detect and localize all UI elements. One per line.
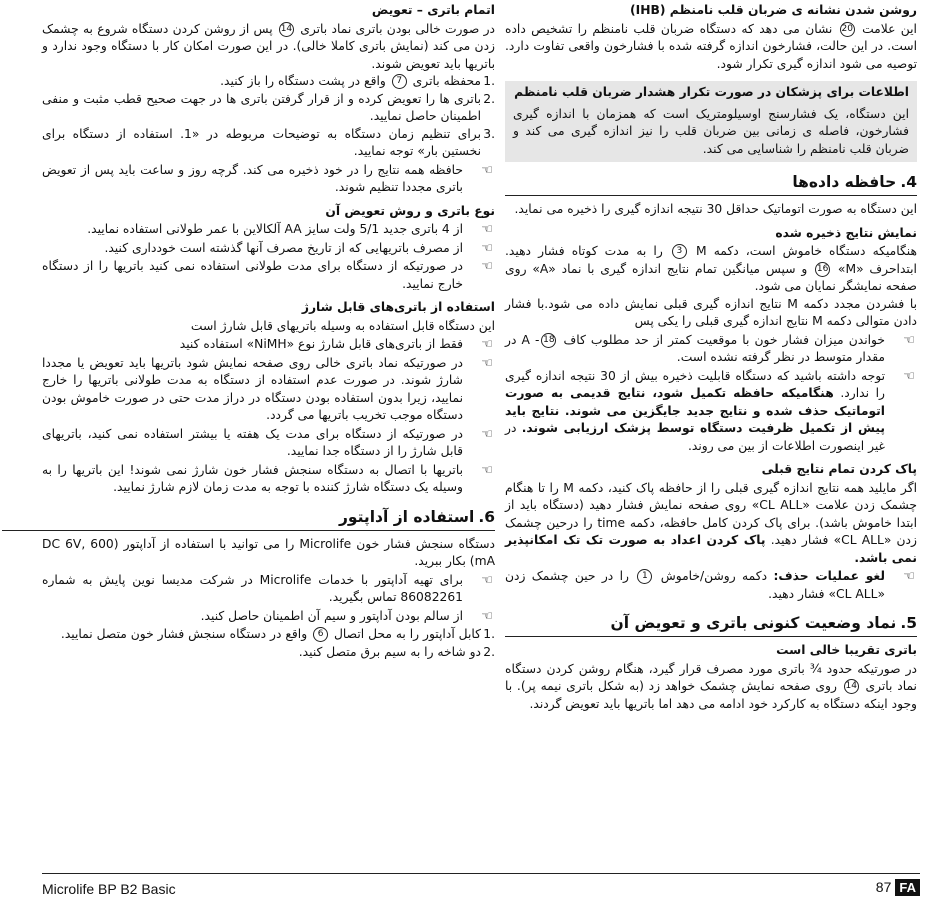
note: ☜ در صورتیکه از دستگاه برای مدت یک هفته یا بیشتر استفاده نمی کنید، باتریهای قابل شارژ را از دستگاه جدا نمایید. xyxy=(42,426,493,458)
note: ☜ از 4 باتری جدید 5/1 ولت سایز AA آلکالاین با عمر طولانی استفاده نمایید. xyxy=(87,222,493,237)
note: ☜ خواندن میزان فشار خون با موقعیت کمتر از حد مطلوب کاف 18- A در مقدار متوسط در نظر گرفته نشده است. xyxy=(505,332,915,364)
pointing-hand-icon: ☜ xyxy=(481,222,493,237)
callout-7: 7 xyxy=(392,74,407,89)
adapter-intro: دستگاه سنجش فشار خون Microlife را می توانید با استفاده از آداپتور (DC 6V, 600 mA) بکار ببرید. xyxy=(42,536,495,568)
callout-3: 3 xyxy=(672,244,687,259)
language-badge: FA xyxy=(895,879,920,896)
list-item: .2 باتری ها را تعویض کرده و از قرار گرفتن باتری ها در جهت صحیح قطب مثبت و منفی اطمینان حاصل نمایید. xyxy=(42,91,495,123)
callout-16: 16 xyxy=(815,262,830,277)
right-column xyxy=(505,2,917,713)
note: ☜ حافظه همه نتایج را در خود ذخیره می کند. گرچه روز و ساعت باید پس از تعویض باتری مجددا تنظیم شوند. xyxy=(42,162,493,194)
list-item: .2 دو شاخه را به سیم برق متصل کنید. xyxy=(298,644,495,659)
physician-info-box xyxy=(505,81,917,162)
note: ☜ در صورتیکه از دستگاه برای مدت طولانی استفاده نمی کنید باتریها را از دستگاه خارج نمایید. xyxy=(42,259,493,291)
page-footer xyxy=(42,873,920,897)
note: ☜ فقط از باتری‌های قابل شارژ نوع «NiMH» استفاده کنید xyxy=(179,337,493,352)
physician-info-text: این دستگاه، یک فشارسنج اوسیلومتریک است که همزمان با اندازه گیری فشارخون، فاصله ی زمانی بین ضربان قلب را نیز اندازه گیری می کند و ضربان قلب نامنظم را شناسایی می کند. xyxy=(513,106,909,156)
list-item: .1 محفظه باتری 7 واقع در پشت دستگاه را باز کنید. xyxy=(220,74,495,88)
left-column xyxy=(42,2,495,661)
page-number: 87 xyxy=(875,879,892,895)
note: ☜ توجه داشته باشید که دستگاه قابلیت ذخیره بیش از 30 نتیجه اندازه گیری را ندارد. هنگامیکه حافظه تکمیل شود، نتایج قدیمی به صورت اتوماتیک حذف شده و نتایج جدید جایگزین می شوند. نتایج باید پیش از تکمیل ظرفیت دستگاه توسط پزشک ارزیابی شوند. در غیر اینصورت اطلاعات از بین می روند. xyxy=(505,368,915,453)
callout-1: 1 xyxy=(637,569,652,584)
ihb-heading: روشن شدن نشانه ی ضربان قلب نامنظم (IHB) xyxy=(630,3,917,17)
pointing-hand-icon: ☜ xyxy=(481,462,493,478)
callout-14: 14 xyxy=(279,22,294,37)
memory-intro: این دستگاه به صورت اتوماتیک حداقل 30 نتیجه اندازه گیری را ذخیره می نماید. xyxy=(514,202,917,216)
battery-replace-intro: در صورت خالی بودن باتری نماد باتری 14 پس از روشن کردن دستگاه شروع به چشمک زدن می کند (نمایش باتری کاملا خالی). در این صورت امکان کار با دستگاه وجود ندارد و باتریها باید تعویض شوند. xyxy=(42,21,495,71)
battery-type-heading: نوع باتری و روش تعویض آن xyxy=(325,203,495,218)
note: ☜ از سالم بودن آداپتور و سیم آن اطمینان حاصل کنید. xyxy=(200,608,493,624)
list-item: .1 کابل آداپتور را به محل اتصال 6 واقع در دستگاه سنجش فشار خون متصل نمایید. xyxy=(60,627,495,641)
callout-6: 6 xyxy=(313,627,328,642)
list-item: .3 برای تنظیم زمان دستگاه به توضیحات مربوطه در «1. استفاده از دستگاه برای نخستین بار» توجه نمایید. xyxy=(42,126,495,158)
show-results-p1: هنگامیکه دستگاه خاموش است، دکمه M 3 را به مدت کوتاه فشار دهید. ابتداحرف «M» 16 و سپس میانگین تمام نتایج اندازه گیری با نماد «A» روی صفحه نمایشگر نمایان می شود. xyxy=(505,244,917,293)
pointing-hand-icon: ☜ xyxy=(481,608,493,624)
note: ☜ در صورتیکه نماد باتری خالی روی صفحه نمایش شود باتریها باید تعویض یا مجددا شارژ شوند. در صورت عدم استفاده از دستگاه به مدت طولانی باتریها را خارج نمایید، زیرا بدون استفاده بودن دستگاه در دراز مدت حتی در صورت خاموش بودن دستگاه موجب تخریب باتریها می گردد. xyxy=(42,355,493,422)
callout-18: 18 xyxy=(541,333,556,348)
footer-page-info xyxy=(876,879,920,896)
pointing-hand-icon: ☜ xyxy=(481,162,493,178)
pointing-hand-icon: ☜ xyxy=(481,572,493,588)
pointing-hand-icon: ☜ xyxy=(903,368,915,384)
pointing-hand-icon: ☜ xyxy=(481,426,493,442)
note: ☜ برای تهیه آداپتور با خدمات Microlife در شرکت مدیسا نوین پایش به شماره 86082261 تماس بگیرید. xyxy=(42,572,493,604)
clear-results-heading: پاک کردن تمام نتایج قبلی xyxy=(761,462,917,476)
physician-info-title: اطلاعات برای پزشکان در صورت تکرار هشدار ضربان قلب نامنظم xyxy=(514,85,909,99)
adapter-steps xyxy=(42,626,495,661)
pointing-hand-icon: ☜ xyxy=(903,569,915,584)
note: ☜ لغو عملیات حذف: دکمه روشن/خاموش 1 را در حین چشمک زدن «CL ALL» فشار دهید. xyxy=(505,569,915,601)
rechargeable-heading: استفاده از باتری‌های قابل شارژ xyxy=(301,300,495,314)
ihb-text: این علامت 20 نشان می دهد که دستگاه ضربان قلب نامنظم را تشخیص داده است. در این حالت، فشارخون اندازه گرفته شده با فشارخون واقعی تفاوت دارد. توصیه می شود اندازه گیری تکرار شود. xyxy=(505,21,917,71)
pointing-hand-icon: ☜ xyxy=(903,332,915,348)
section-6-heading: 6.استفاده از آداپتور xyxy=(2,507,495,531)
pointing-hand-icon: ☜ xyxy=(481,259,493,274)
battery-low-text: در صورتیکه حدود ¾ باتری مورد مصرف قرار گیرد، هنگام روشن کردن دستگاه نماد باتری 14 روی صفحه نمایش چشمک خواهد زد (به شکل باتری نیمه پر). با وجود اینکه دستگاه به کارکرد خود ادامه می دهد اما باتریها باید تعویض گردند. xyxy=(505,661,917,711)
section-4-heading: 4.حافظه داده‌ها xyxy=(505,172,917,196)
battery-low-heading: باتری تقریبا خالی است xyxy=(776,643,917,657)
show-results-heading: نمایش نتایج ذخیره شده xyxy=(775,225,917,240)
pointing-hand-icon: ☜ xyxy=(481,355,493,371)
note: ☜ از مصرف باتریهایی که از تاریخ مصرف آنها گذشته است خودداری کنید. xyxy=(104,240,493,256)
pointing-hand-icon: ☜ xyxy=(481,240,493,256)
rechargeable-intro: این دستگاه قابل استفاده به وسیله باتریهای قابل شارژ است xyxy=(190,318,495,333)
section-5-heading: 5.نماد وضعیت کنونی باتری و تعویض آن xyxy=(505,613,917,637)
clear-results-text: اگر مایلید همه نتایج اندازه گیری قبلی را از حافظه پاک کنید، دکمه M را تا هنگام چشمک زدن علامت «CL ALL» روی صفحه نمایش فشار دهید (دستگاه باید از ابتدا خاموش باشد). برای پاک کردن کامل حافظه، دکمه time را درحین چشمک زدن «CL ALL» فشار دهید. پاک کردن اعداد به صورت تک تک امکانپذیر نمی باشد. xyxy=(505,480,918,565)
footer-model: Microlife BP B2 Basic xyxy=(42,881,176,897)
note: ☜ باتریها با اتصال به دستگاه سنجش فشار خون شارژ نمی شوند! این باتریها را به وسیله یک دستگاه شارژ کننده با توجه به مدت زمان لازم شارژ نمایید. xyxy=(42,462,493,494)
callout-14: 14 xyxy=(844,679,859,694)
pointing-hand-icon: ☜ xyxy=(481,337,493,352)
replace-steps xyxy=(42,73,495,161)
show-results-p2: با فشردن مجدد دکمه M نتایج اندازه گیری قبلی نمایش داده می شود.با فشار دادن متوالی دکمه M نتایج اندازه گیری قبلی را یکی پس xyxy=(505,296,917,328)
battery-replace-heading: اتمام باتری – تعویض xyxy=(371,3,495,17)
callout-20: 20 xyxy=(840,22,855,37)
